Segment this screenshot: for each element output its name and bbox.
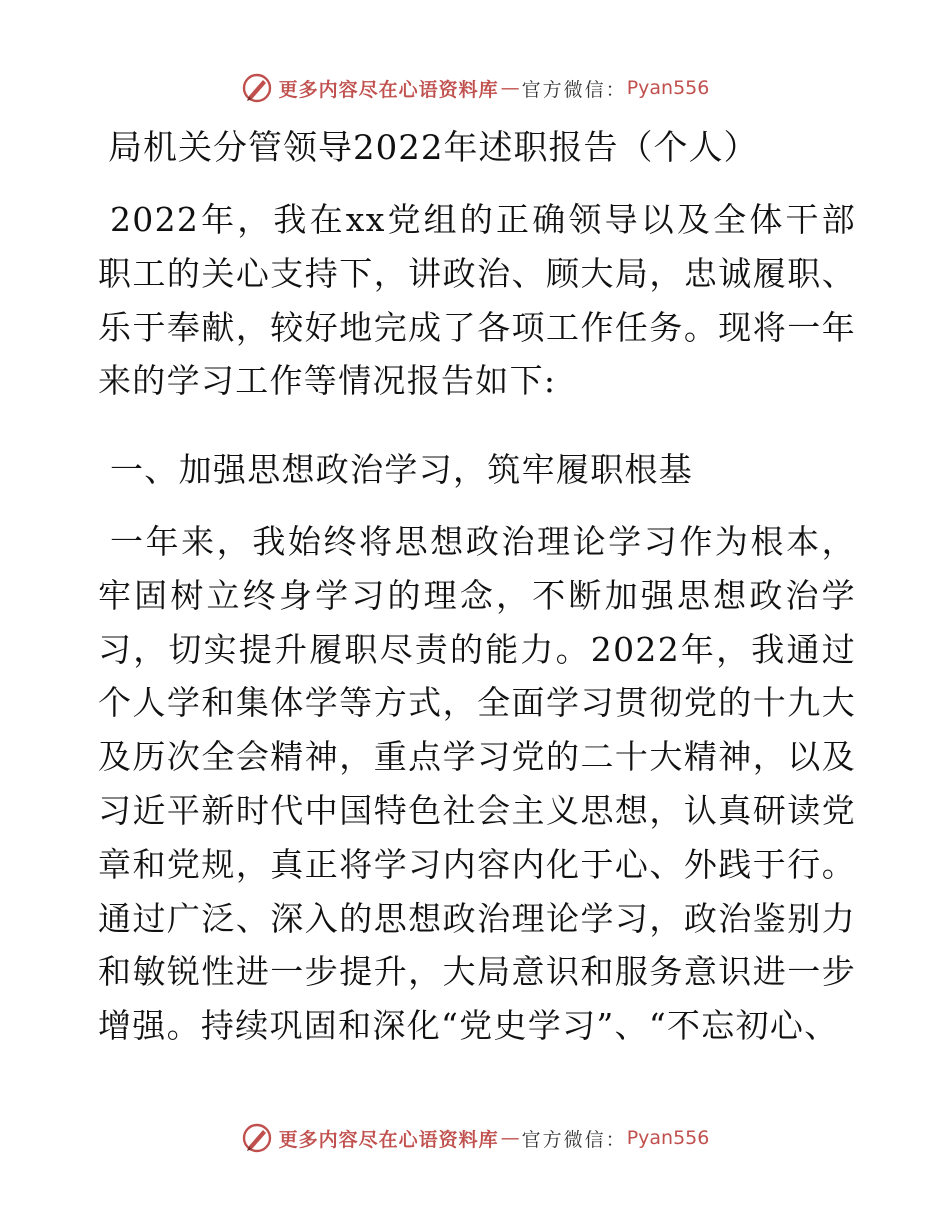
section-heading: 一、加强思想政治学习，筑牢履职根基	[110, 450, 694, 489]
intro-paragraph: 2022年，我在xx党组的正确领导以及全体干部职工的关心支持下，讲政治、顾大局，忠诚履职、乐于奉献，较好地完成了各项工作任务。现将一年来的学习工作等情况报告如下:	[98, 200, 856, 401]
pen-logo-icon	[241, 1122, 273, 1154]
banner-label: 官方微信：	[521, 78, 627, 101]
banner-dash: —	[500, 1127, 520, 1149]
banner-account: Pyan556	[626, 77, 710, 99]
header-watermark	[0, 72, 950, 104]
pen-logo-icon	[241, 72, 273, 104]
document-title: 局机关分管领导2022年述职报告（个人）	[108, 128, 759, 168]
banner-dash: —	[500, 77, 520, 99]
banner-brand: 更多内容尽在心语资料库	[278, 1128, 499, 1151]
banner-label: 官方微信：	[521, 1128, 627, 1151]
footer-watermark	[0, 1122, 950, 1154]
section-paragraph: 一年来，我始终将思想政治理论学习作为根本，牢固树立终身学习的理念，不断加强思想政治学习，切实提升履职尽责的能力。2022年，我通过个人学和集体学等方式，全面学习贯彻党的十九大及历次全会精神，重点学习党的二十大精神，以及习近平新时代中国特色社会主义思想，认真研读党章和党规，真正将学习内容内化于心、外践于行。通过广泛、深入的思想政治理论学习，政治鉴别力和敏锐性进一步提升，大局意识和服务意识进一步增强。持续巩固和深化“党史学习”、“不忘初心、	[98, 522, 856, 1046]
banner-brand: 更多内容尽在心语资料库	[278, 78, 499, 101]
banner-account: Pyan556	[626, 1127, 710, 1149]
